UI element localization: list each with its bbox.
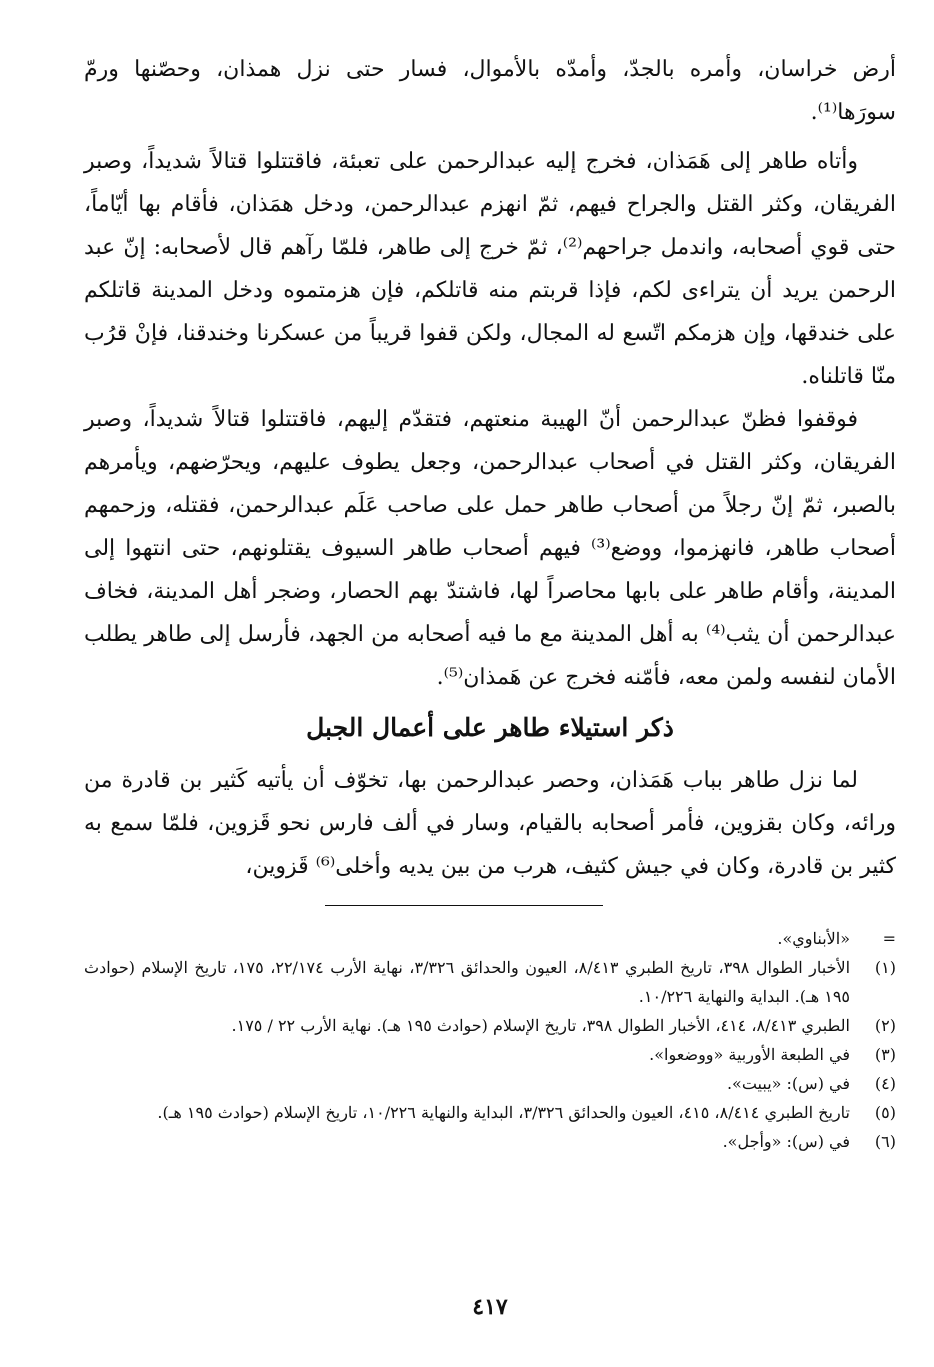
footnote-marker: = bbox=[882, 929, 896, 948]
book-page bbox=[84, 48, 896, 1327]
footnote-text: الأخبار الطوال ٣٩٨، تاريخ الطبري ٨/٤١٣، العيون والحدائق ٣/٣٢٦، نهاية الأرب ٢٢/١٧٤، ١٧٥، تاريخ الإسلام (حوادث ١٩٥ هـ). البداية والنهاية ١٠/٢٢٦. bbox=[84, 958, 851, 1006]
footnote-separator bbox=[325, 905, 603, 906]
footnote-number: (٣) bbox=[874, 1045, 896, 1064]
section-heading: ذكر استيلاء طاهر على أعمال الجبل bbox=[306, 713, 674, 742]
paragraph-3: فوقفوا فظنّ عبدالرحمن أنّ الهيبة منعتهم، فتقدّم إليهم، فاقتتلوا قتالاً شديداً، وصبر الفريقان، وكثر القتل في أصحاب عبدالرحمن، وجعل يطوف عليهم، ويحرّضهم، ويأمرهم بالصبر، ثمّ إنّ رجلاً من أصحاب طاهر حمل على صاحب عَلَم عبدالرحمن، فقتله، وزحمهم أصحاب طاهر، فانهزموا، ووضع⁽³⁾ فيهم أصحاب طاهر السيوف يقتلونهم، حتى انتهوا إلى المدينة، وأقام طاهر على بابها محاصراً لها، فاشتدّ بهم الحصار، وضجر أهل المدينة، فخاف عبدالرحمن أن يثب⁽⁴⁾ به أهل المدينة مع ما فيه أصحابه من الجهد، فأرسل إلى طاهر يطلب الأمان لنفسه ولمن معه، فأمّنه فخرج عن هَمذان⁽⁵⁾. bbox=[84, 407, 897, 690]
footnote-number: (١) bbox=[874, 958, 896, 977]
footnote-number: (٤) bbox=[874, 1074, 896, 1093]
footnote-1 bbox=[84, 953, 896, 1011]
footnotes bbox=[84, 924, 896, 1156]
footnote-4 bbox=[84, 1069, 896, 1098]
footnote-2 bbox=[84, 1011, 896, 1040]
footnote-number: (٥) bbox=[874, 1103, 896, 1122]
paragraph-1: أرض خراسان، وأمره بالجدّ، وأمدّه بالأموال، فسار حتى نزل همذان، وحصّنها ورمّ سورَها⁽¹⁾. bbox=[84, 57, 896, 125]
paragraph-4: لما نزل طاهر بباب هَمَذان، وحصر عبدالرحمن بها، تخوّف أن يأتيه كَثير بن قادرة من ورائه، وكان بقزوين، فأمر أصحابه بالقيام، وسار في ألف فارس نحو قَزوين، فلمّا سمع به كثير بن قادرة، وكان في جيش كثيف، هرب من بين يديه وأخلى⁽⁶⁾ قَزوين، bbox=[84, 768, 896, 879]
footnote-3 bbox=[84, 1040, 896, 1069]
footnote-number: (٦) bbox=[874, 1132, 896, 1151]
footnote-text: في (س): «يبيت». bbox=[726, 1074, 850, 1093]
footnote-text: في الطبعة الأوربية «ووضعوا». bbox=[649, 1045, 850, 1064]
footnote-number: (٢) bbox=[874, 1016, 896, 1035]
footnote-text: في (س): «وأجل». bbox=[722, 1132, 850, 1151]
footnote-text: الطبري ٨/٤١٣، ٤١٤، الأخبار الطوال ٣٩٨، تاريخ الإسلام (حوادث ١٩٥ هـ). نهاية الأرب ٢٢ / ١٧٥. bbox=[231, 1016, 850, 1035]
paragraph-2: وأتاه طاهر إلى هَمَذان، فخرج إليه عبدالرحمن على تعبئة، فاقتتلوا قتالاً شديداً، وصبر الفريقان، وكثر القتل والجراح فيهم، ثمّ انهزم عبدالرحمن، ودخل همَذان، فأقام بها أيّاماً، حتى قوي أصحابه، واندمل جراحهم⁽²⁾، ثمّ خرج إلى طاهر، فلمّا رآهم قال لأصحابه: إنّ عبد الرحمن يريد أن يتراءى لكم، فإذا قربتم منه قاتلكم، فإن هزمتموه ودخل المدينة قاتلكم على خندقها، وإن هزمكم اتّسع له المجال، ولكن قفوا قريباً من عسكرنا وخندقنا، فإنْ قرُب منّا قاتلناه. bbox=[84, 149, 897, 389]
footnote-text: تاريخ الطبري ٨/٤١٤، ٤١٥، العيون والحدائق ٣/٣٢٦، البداية والنهاية ١٠/٢٢٦، تاريخ الإسلام (حوادث ١٩٥ هـ). bbox=[157, 1103, 850, 1122]
footnote-text: «الأبناوي». bbox=[777, 929, 850, 948]
page-number: ٤١٧ bbox=[472, 1294, 508, 1320]
footnote-continuation bbox=[84, 924, 896, 953]
footnote-5 bbox=[84, 1098, 896, 1127]
footnote-6 bbox=[84, 1127, 896, 1156]
main-text bbox=[84, 48, 896, 888]
